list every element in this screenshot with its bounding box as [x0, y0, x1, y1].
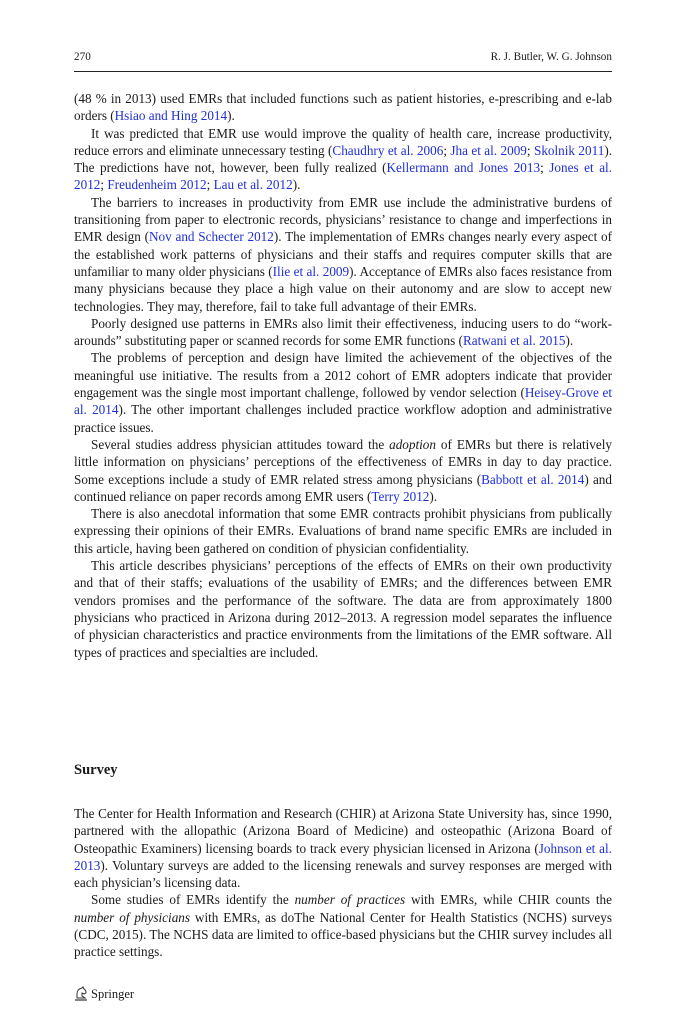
publisher-footer	[74, 986, 134, 1002]
citation-link[interactable]: Jones et al. 2012	[74, 160, 613, 193]
paragraph: Poorly designed use patterns in EMRs also limit their effectiveness, inducing users to do “work-arounds” substituting paper or scanned records for some EMR functions (Ratwani et al. 2015).	[74, 315, 612, 349]
citation-link[interactable]: Lau et al. 2012	[213, 177, 293, 193]
paragraph: The problems of perception and design have limited the achievement of the objectives of the meaningful use initiative. The results from a 2012 cohort of EMR adopters indicate that provider engagement was the single most important challenge, followed by vendor selection (Heisey-Grove et al. 2014). The other important challenges included practice workflow adoption and administrative practice issues.	[74, 350, 612, 435]
citation-link[interactable]: Nov and Schecter 2012	[148, 229, 274, 245]
paragraph: This article describes physicians’ perceptions of the effects of EMRs on their own productivity and that of their staffs; evaluations of the usability of EMRs; and the differences between EMR vendors promises and the performance of the software. The data are from approximately 1800 physicians who practiced in Arizona during 2012–2013. A regression model separates the influence of physician characteristics and practice environments from the limitations of the EMR software. All types of practices and specialties are included.	[74, 558, 612, 660]
emphasized-text: number of physicians	[74, 909, 191, 925]
publisher-name: Springer	[91, 986, 135, 1001]
body-text	[74, 90, 612, 661]
emphasized-text: number of practices	[294, 892, 406, 908]
paragraph: There is also anecdotal information that some EMR contracts prohibit physicians from publically expressing their opinions of their EMRs. Evaluations of brand name specific EMRs are included in this article, having been gathered on condition of physician confidentiality.	[74, 506, 612, 556]
citation-link[interactable]: Hsiao and Hing 2014	[114, 108, 228, 124]
citation-link[interactable]: Johnson et al. 2013	[74, 840, 612, 873]
running-header	[74, 51, 612, 69]
section-heading: Survey	[74, 762, 118, 778]
citation-link[interactable]: Babbott et al. 2014	[481, 471, 585, 487]
paragraph: The Center for Health Information and Research (CHIR) at Arizona State University has, since 1990, partnered with the allopathic (Arizona Board of Medicine) and osteopathic (Arizona Board of Osteopathic Examiners) licensing boards to track every physician licensed in Arizona (Johnson et al. 2013). Voluntary surveys are added to the licensing renewals and survey responses are merged with each physician’s licensing data.	[74, 806, 612, 891]
citation-link[interactable]: Ilie et al. 2009	[272, 263, 350, 279]
citation-link[interactable]: Ratwani et al. 2015	[462, 333, 566, 349]
citation-link[interactable]: Jha et al. 2009	[450, 142, 527, 158]
page-number: 270	[74, 51, 91, 63]
paragraph: It was predicted that EMR use would improve the quality of health care, increase productivity, reduce errors and eliminate unnecessary testing (Chaudhry et al. 2006; Jha et al. 2009; Skolnik 2011). The predictions have not, however, been fully realized (Kellermann and Jones 2013; Jones et al. 2012; Freudenheim 2012; Lau et al. 2012).	[74, 125, 613, 193]
springer-horse-logo-icon	[74, 986, 88, 1002]
paragraph: Several studies address physician attitudes toward the adoption of EMRs but there is relatively little information on physicians’ perceptions of the effectiveness of EMRs in day to day practice. Some exceptions include a study of EMR related stress among physicians (Babbott et al. 2014) and continued reliance on paper records among EMR users (Terry 2012).	[74, 436, 612, 504]
paragraph: The barriers to increases in productivity from EMR use include the administrative burdens of transitioning from paper to electronic records, physicians’ resistance to change and imperfections in EMR design (Nov and Schecter 2012). The implementation of EMRs changes nearly every aspect of the established work patterns of physicians and their staffs and requires computer skills that are unfamiliar to many older physicians (Ilie et al. 2009). Acceptance of EMRs also faces resistance from many physicians because they place a high value on their autonomy and are slow to accept new technologies. They may, therefore, fail to take full advantage of their EMRs.	[74, 194, 613, 314]
section-body-text	[74, 805, 612, 961]
citation-link[interactable]: Skolnik 2011	[533, 142, 605, 158]
citation-link[interactable]: Kellermann and Jones 2013	[386, 160, 541, 176]
header-rule	[74, 71, 612, 72]
citation-link[interactable]: Heisey-Grove et al. 2014	[74, 385, 612, 418]
paragraph: Some studies of EMRs identify the number of practices with EMRs, while CHIR counts the number of physicians with EMRs, as doThe National Center for Health Statistics (NCHS) surveys (CDC, 2015). The NCHS data are limited to office-based physicians but the CHIR survey includes all practice settings.	[74, 892, 612, 960]
emphasized-text: adoption	[389, 436, 436, 452]
citation-link[interactable]: Terry 2012	[371, 488, 430, 504]
citation-link[interactable]: Chaudhry et al. 2006	[332, 142, 444, 158]
citation-link[interactable]: Freudenheim 2012	[107, 177, 207, 193]
paragraph: (48 % in 2013) used EMRs that included functions such as patient histories, e-prescribing and e-lab orders (Hsiao and Hing 2014).	[74, 91, 612, 124]
running-head-authors: R. J. Butler, W. G. Johnson	[490, 51, 612, 63]
